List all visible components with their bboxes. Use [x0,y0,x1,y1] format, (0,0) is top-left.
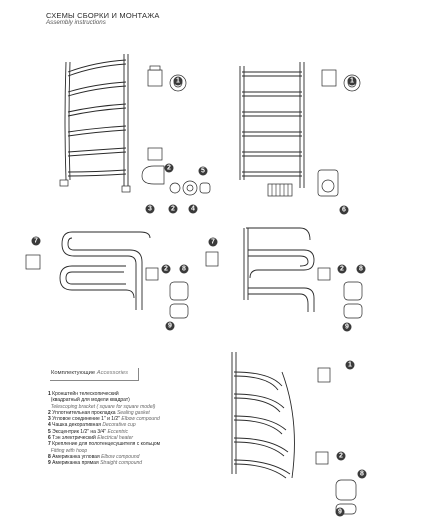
list-item: 1 Кронштейн телескопический [48,391,119,397]
list-item: (квадратный для модели квадрат) [50,397,130,404]
svg-text:1: 1 [350,77,354,85]
list-item: Telescoping bracket ( square for square model) [50,403,156,410]
svg-text:4: 4 [191,205,195,213]
accessories-list [48,391,248,467]
list-item: 5 Эксцентрик 1/2" на 3/4" Eccentric [48,428,129,435]
badge-8 [358,470,367,479]
page-subtitle: Assembly instructions [46,19,106,26]
svg-text:2: 2 [164,265,168,273]
svg-text:8: 8 [182,265,186,273]
list-item: 9 Американка прямая Straight compound [48,460,143,467]
badge-2 [337,452,346,461]
badge-9 [336,508,345,517]
svg-text:7: 7 [34,237,38,245]
list-item: 7 Крепление для полотенцесушителя с кольцом [48,441,161,448]
svg-text:1: 1 [176,77,180,85]
svg-text:5: 5 [201,167,205,175]
list-item: 2 Уплотнительная прокладка Sealing gasket [48,409,150,416]
svg-text:2: 2 [339,452,343,460]
svg-text:2: 2 [171,205,175,213]
svg-text:1: 1 [348,361,352,369]
svg-text:6: 6 [342,206,346,214]
svg-text:9: 9 [338,508,342,516]
list-item: 3 Угловое соединение 1" и 1/2" Elbow compound [48,416,160,423]
page-title: СХЕМЫ СБОРКИ И МОНТАЖА [46,11,160,20]
svg-text:7: 7 [211,238,215,246]
badge-1 [346,361,355,370]
svg-text:8: 8 [359,265,363,273]
list-item: 4 Чашка декоративная Decorative cup [48,422,136,429]
svg-text:9: 9 [345,323,349,331]
svg-text:3: 3 [148,205,152,213]
svg-text:2: 2 [340,265,344,273]
accessories-title: Комплектующие Accessories [51,370,129,376]
svg-text:2: 2 [167,164,171,172]
list-item: 6 Тэн электрический Electrical heater [48,435,134,442]
list-item: Fitting with hoop [50,447,88,454]
svg-text:9: 9 [168,322,172,330]
list-item: 8 Американка угловая Elbow compound [48,453,140,460]
svg-text:8: 8 [360,470,364,478]
